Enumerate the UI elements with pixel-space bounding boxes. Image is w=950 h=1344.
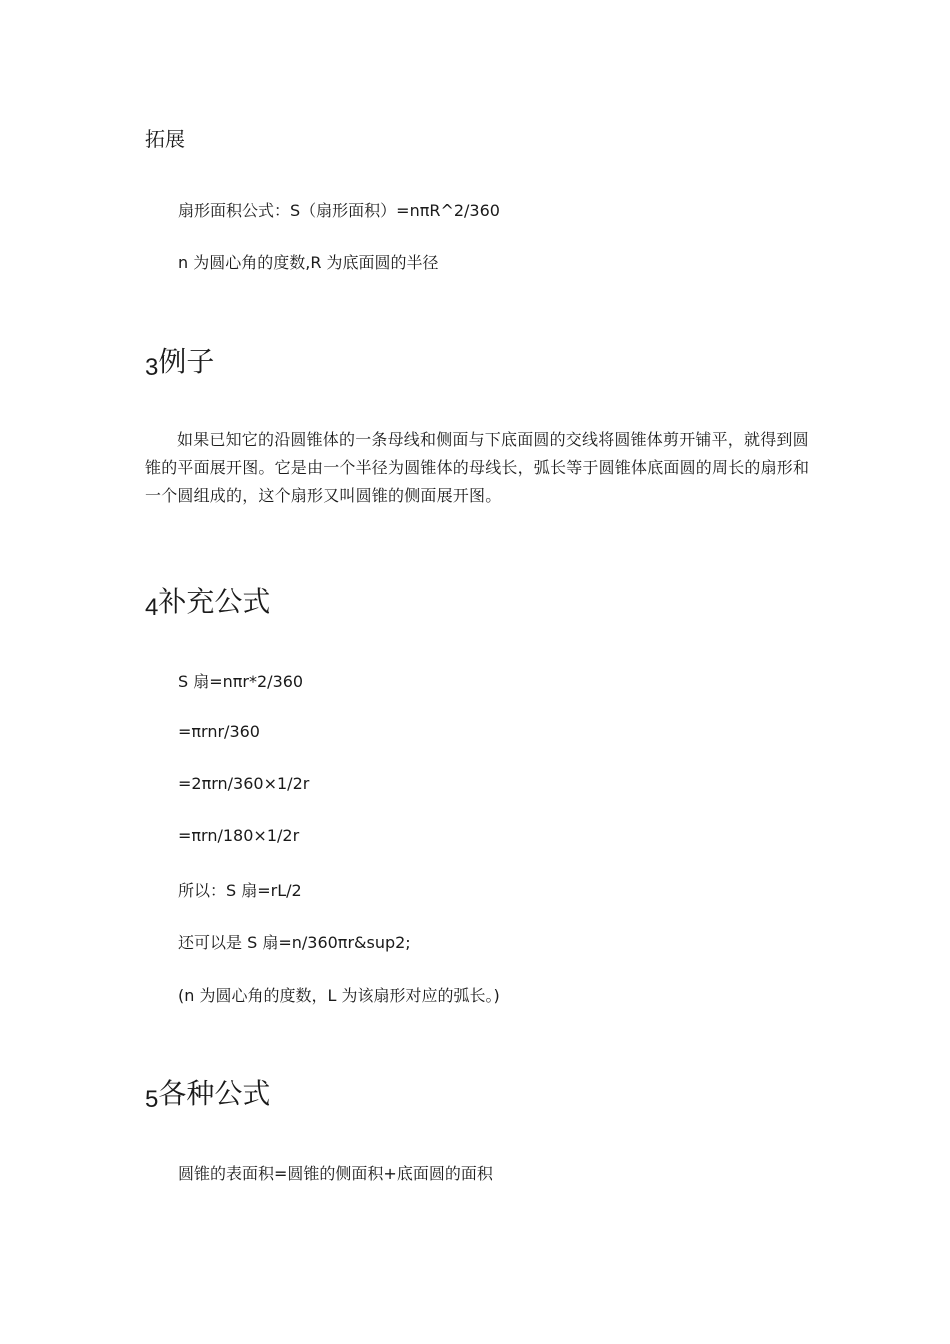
heading-formulas [145, 1072, 270, 1112]
sector-area-formula: 扇形面积公式：S（扇形面积）=nπR^2/360 [178, 201, 500, 220]
example-paragraph: 如果已知它的沿圆锥体的一条母线和侧面与下底面圆的交线将圆锥体剪开铺平，就得到圆锥的平面展开图。它是由一个半径为圆锥体的母线长，弧长等于圆锥体底面圆的周长的扇形和一个圆组成的，这个扇形又叫圆锥的侧面展开图。 [145, 430, 810, 505]
supplement-line-2: =πrnr/360 [178, 722, 260, 741]
surface-area-formula: 圆锥的表面积=圆锥的侧面积+底面圆的面积 [178, 1164, 493, 1183]
heading-supplement-text: 补充公式 [158, 585, 271, 618]
heading-supplement-number: 4 [145, 594, 159, 621]
supplement-line-5: 所以：S 扇=rL/2 [178, 881, 302, 900]
supplement-line-6: 还可以是 S 扇=n/360πr&sup2; [178, 933, 411, 952]
heading-extend: 拓展 [145, 127, 185, 151]
supplement-line-7: (n 为圆心角的度数，L 为该扇形对应的弧长。) [178, 986, 500, 1005]
heading-example [145, 340, 214, 380]
supplement-line-3: =2πrn/360×1/2r [178, 774, 310, 793]
heading-example-number: 3 [145, 354, 159, 381]
heading-supplement [145, 580, 270, 620]
heading-formulas-text: 各种公式 [158, 1077, 271, 1110]
supplement-line-1: S 扇=nπr*2/360 [178, 672, 304, 691]
heading-formulas-number: 5 [145, 1086, 159, 1113]
heading-example-text: 例子 [158, 345, 215, 378]
supplement-line-4: =πrn/180×1/2r [178, 826, 300, 845]
sector-variable-note: n 为圆心角的度数,R 为底面圆的半径 [178, 253, 439, 272]
